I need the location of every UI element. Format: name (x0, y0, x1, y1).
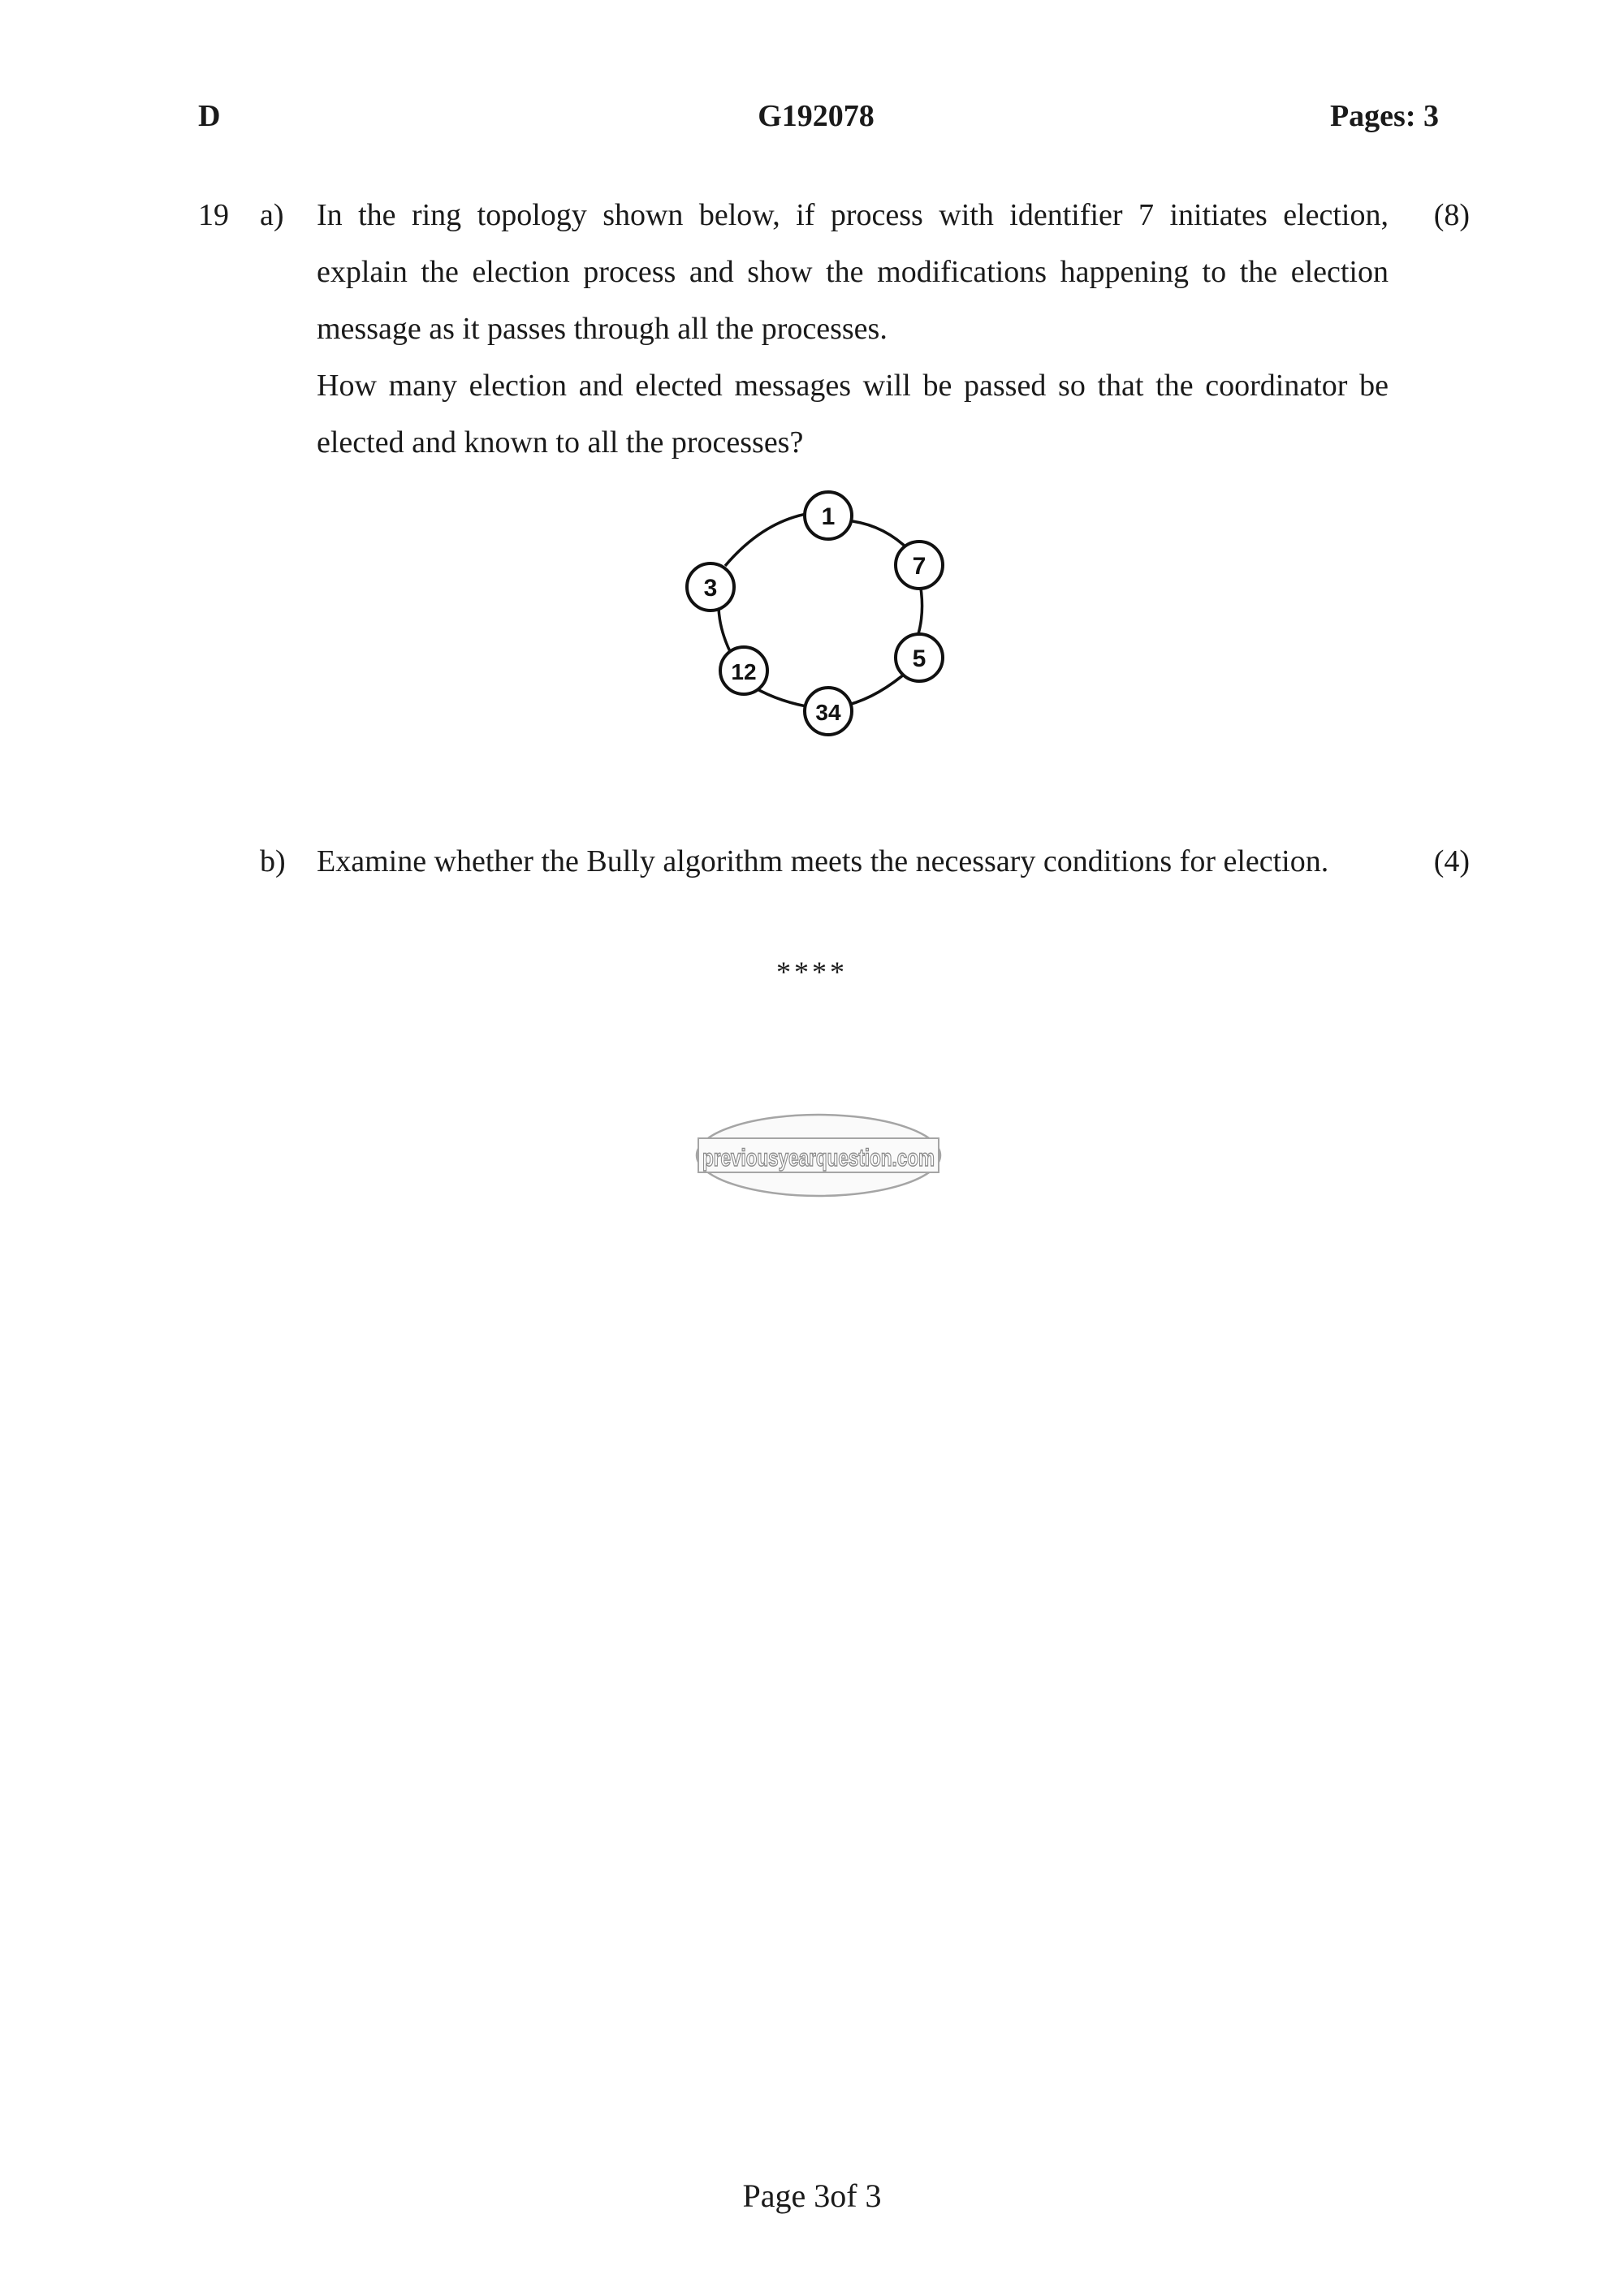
ring-edge-1-7 (853, 521, 909, 550)
page-count: Pages: 3 (1329, 99, 1439, 133)
part-a-marks: (8) (1433, 198, 1470, 232)
part-b-label: b) (260, 844, 286, 878)
ring-node-1 (805, 492, 852, 539)
part-b-paragraph: Examine whether the Bully algorithm meets the necessary conditions for election. (317, 844, 1329, 878)
ring-node-5-label: 5 (912, 645, 926, 672)
part-b-text (317, 833, 1389, 890)
ring-edge-3-1 (725, 514, 806, 566)
part-a-paragraph-1: In the ring topology shown below, if process with identifier 7 initiates election, explain the election process and show the modifications happening to the election message as it passes through all the processes. (317, 198, 1389, 346)
ring-node-12 (720, 647, 767, 694)
series-code: D (198, 99, 221, 133)
ring-node-34 (805, 688, 852, 735)
ring-node-3-label: 3 (703, 575, 718, 602)
part-a-text (317, 187, 1389, 471)
part-a-paragraph-2: How many election and elected messages will be passed so that the coordinator be elected and known to all the processes? (317, 369, 1389, 460)
ring-node-3 (687, 563, 734, 611)
page-footer: Page 3of 3 (742, 2177, 882, 2214)
ring-node-34-label: 34 (815, 700, 841, 725)
watermark-text: previousyearquestion.com (702, 1145, 935, 1172)
ring-edge-5-34 (849, 670, 909, 705)
ring-node-7 (896, 542, 943, 589)
part-a-label: a) (260, 198, 284, 232)
question-number: 19 (198, 198, 229, 232)
watermark-logo (695, 1112, 942, 1198)
ring-node-7-label: 7 (912, 553, 926, 580)
part-b-marks: (4) (1433, 844, 1470, 878)
ring-node-12-label: 12 (731, 659, 757, 684)
end-of-paper-mark: **** (776, 956, 848, 988)
ring-topology-diagram (666, 487, 1007, 804)
paper-code: G192078 (758, 99, 875, 133)
ring-node-5 (896, 634, 943, 681)
ring-node-1-label: 1 (821, 503, 836, 530)
